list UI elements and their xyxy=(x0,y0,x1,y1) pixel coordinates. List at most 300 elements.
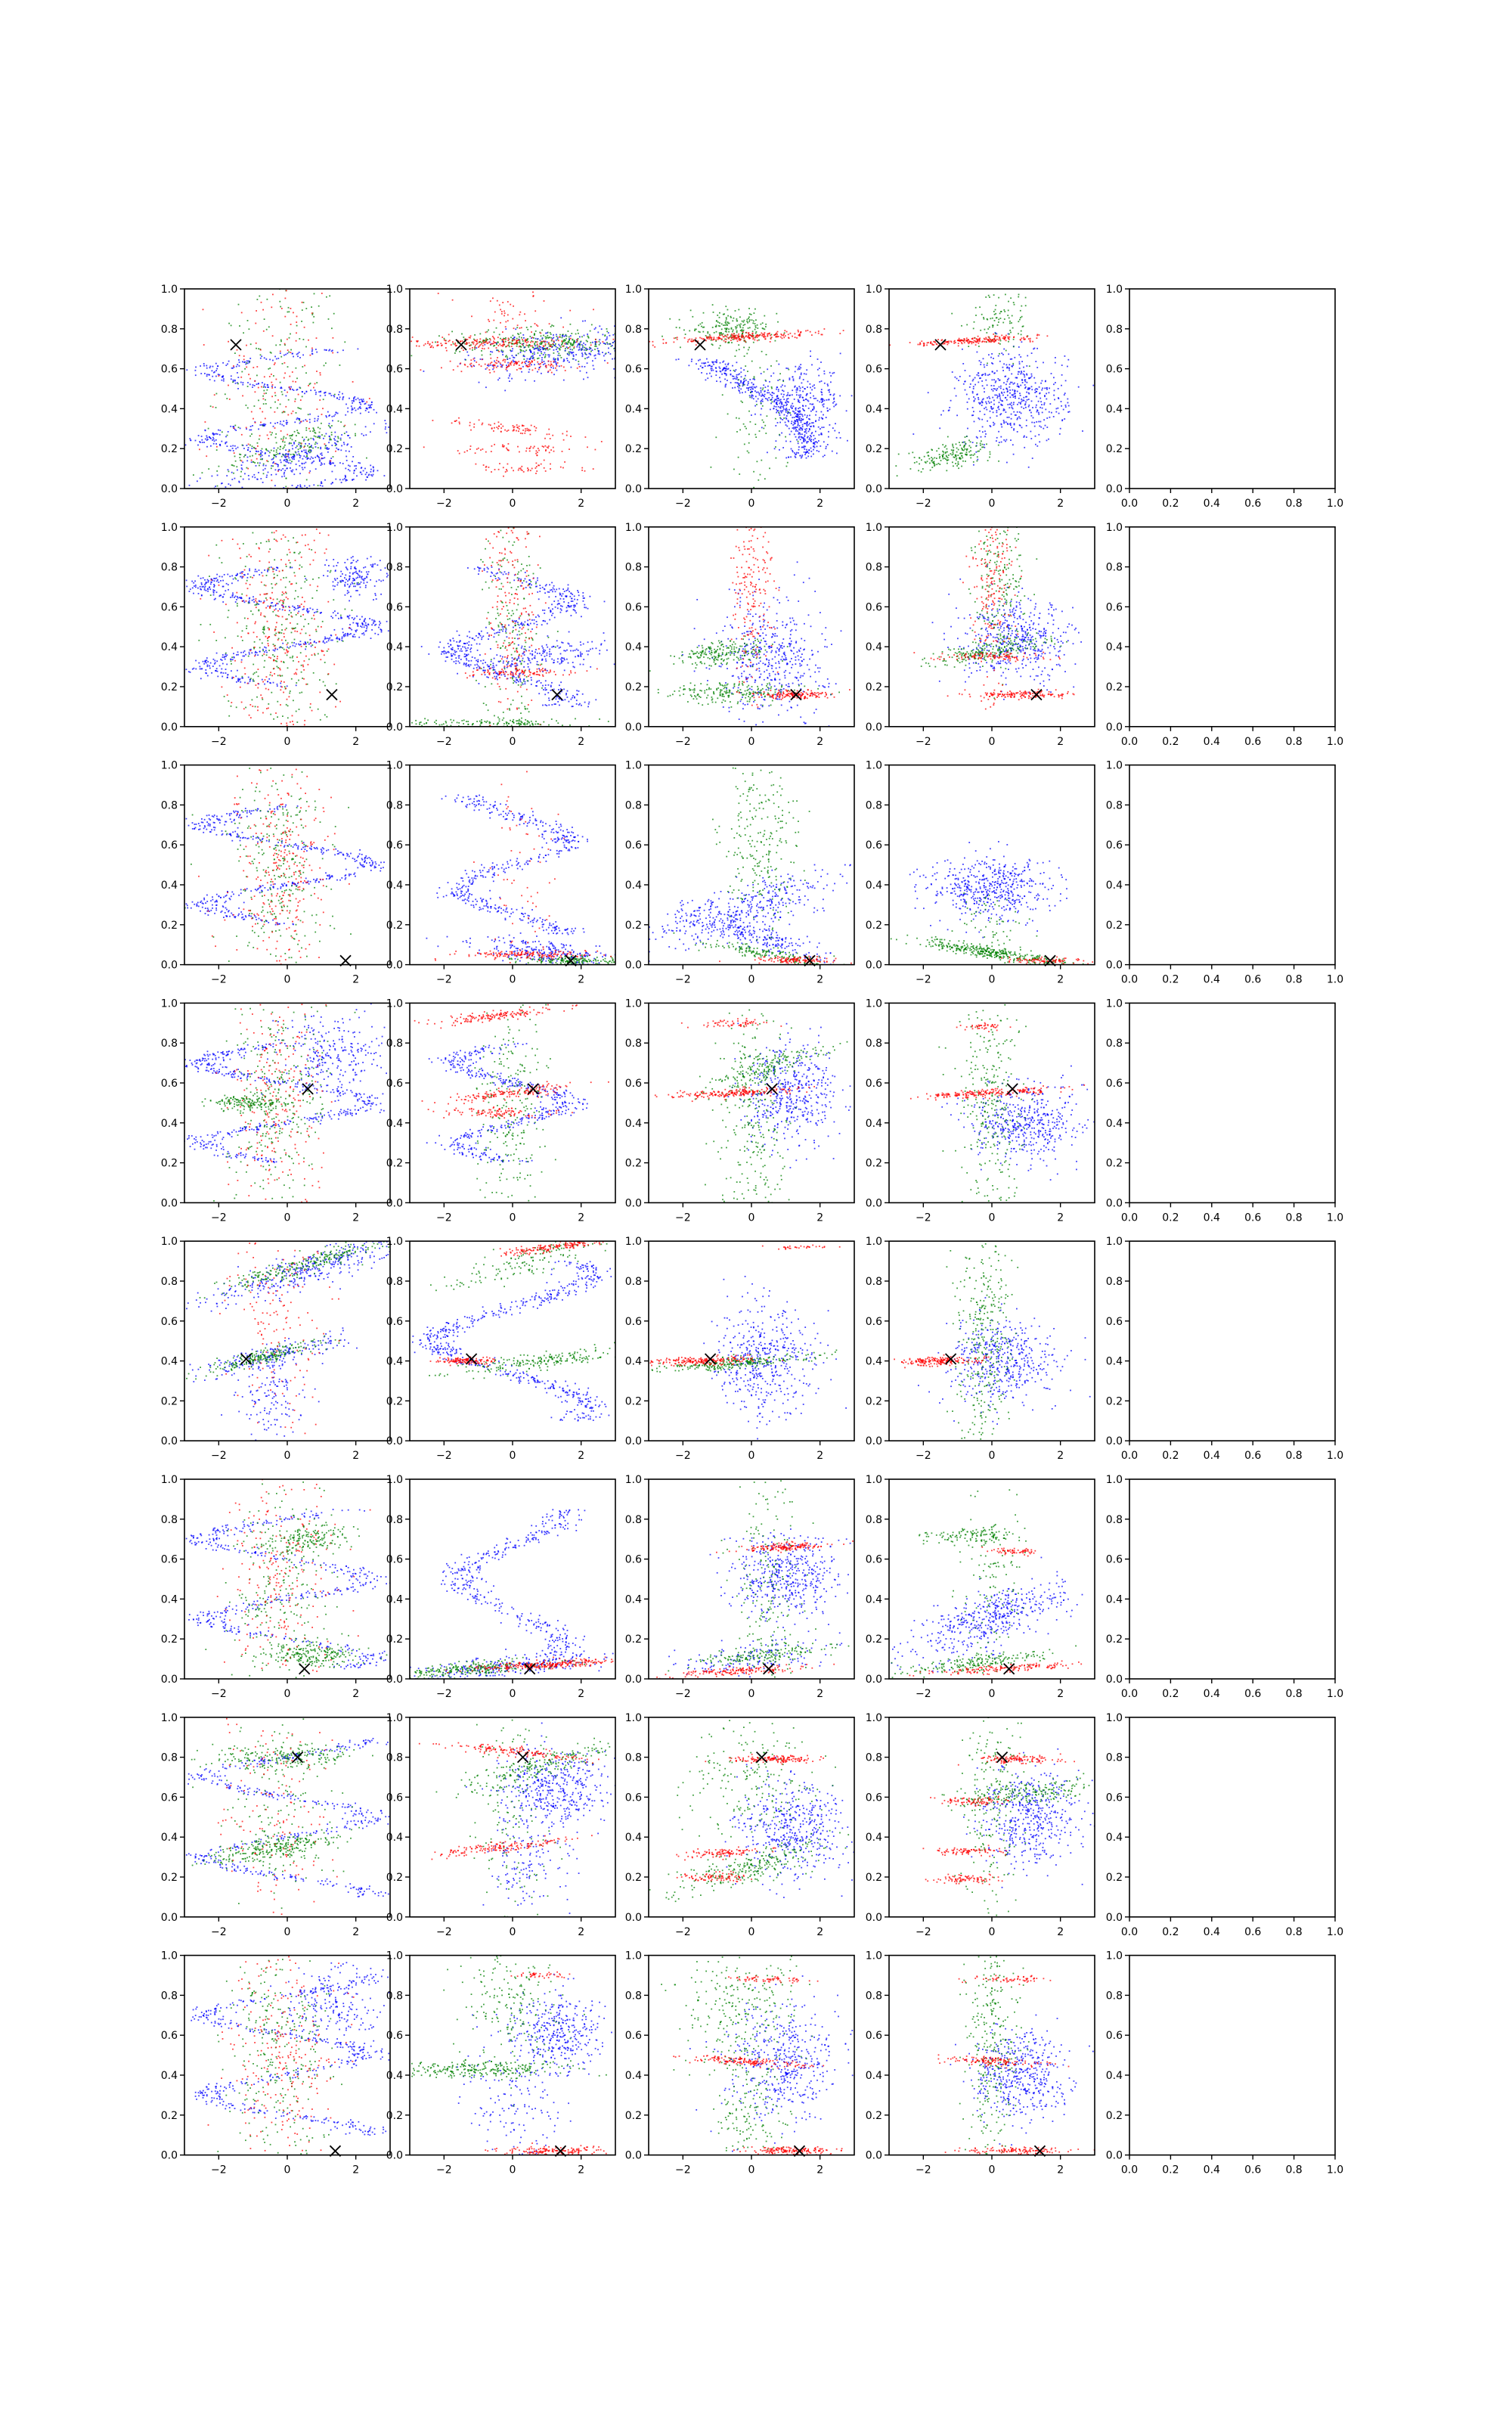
scatter-point xyxy=(233,365,234,367)
scatter-point xyxy=(217,475,218,476)
scatter-point xyxy=(314,293,315,295)
scatter-point xyxy=(228,323,230,324)
scatter-point xyxy=(690,310,692,312)
scatter-point xyxy=(805,405,807,407)
scatter-point xyxy=(986,443,987,445)
scatter-point xyxy=(756,401,758,402)
scatter-point xyxy=(738,374,739,375)
scatter-point xyxy=(823,406,825,408)
scatter-point xyxy=(1020,310,1021,312)
scatter-point xyxy=(538,448,539,449)
scatter-point xyxy=(531,340,532,342)
scatter-point xyxy=(821,389,823,390)
scatter-point xyxy=(248,447,249,448)
scatter-point xyxy=(562,342,563,343)
scatter-point xyxy=(309,414,311,415)
scatter-point xyxy=(286,424,287,425)
scatter-point xyxy=(344,478,345,479)
scatter-point xyxy=(803,439,804,441)
scatter-point xyxy=(703,362,705,364)
scatter-point xyxy=(779,411,781,412)
scatter-point xyxy=(574,340,575,342)
scatter-point xyxy=(265,468,266,470)
scatter-point xyxy=(578,364,580,365)
scatter-point xyxy=(984,408,985,409)
scatter-point xyxy=(979,306,981,308)
scatter-point xyxy=(198,593,200,594)
scatter-point xyxy=(1040,398,1041,399)
scatter-point xyxy=(566,431,568,433)
scatter-point xyxy=(751,333,753,334)
scatter-point xyxy=(253,418,254,420)
scatter-point xyxy=(284,411,286,413)
scatter-point xyxy=(534,446,535,448)
scatter-point xyxy=(995,380,996,382)
scatter-point xyxy=(1033,377,1035,379)
scatter-point xyxy=(584,335,585,337)
scatter-point xyxy=(703,338,705,340)
scatter-point xyxy=(299,408,300,409)
scatter-point xyxy=(1021,399,1022,400)
scatter-point xyxy=(957,464,959,465)
scatter-point xyxy=(1024,339,1026,340)
scatter-point xyxy=(806,433,807,434)
x-tick-label: 0.2 xyxy=(1162,498,1179,510)
scatter-point xyxy=(342,479,344,480)
scatter-point xyxy=(824,383,826,384)
scatter-point xyxy=(241,312,243,314)
scatter-point xyxy=(1002,322,1004,324)
scatter-point xyxy=(228,361,230,362)
scatter-point xyxy=(1020,385,1021,386)
scatter-point xyxy=(479,346,480,347)
scatter-point xyxy=(1022,382,1024,383)
scatter-point xyxy=(553,374,555,375)
scatter-point xyxy=(946,455,947,457)
scatter-point xyxy=(251,461,253,463)
scatter-point xyxy=(1055,362,1056,364)
scatter-point xyxy=(722,361,723,363)
scatter-point xyxy=(982,444,984,445)
scatter-point xyxy=(756,392,758,393)
scatter-point xyxy=(1067,366,1068,368)
scatter-point xyxy=(544,300,545,302)
plot-area xyxy=(184,527,390,727)
scatter-point xyxy=(953,465,954,467)
scatter-point xyxy=(1064,418,1065,420)
scatter-point xyxy=(773,408,774,410)
scatter-point xyxy=(364,403,366,405)
scatter-point xyxy=(754,414,756,415)
scatter-point xyxy=(594,349,596,350)
scatter-point xyxy=(358,637,360,638)
scatter-point xyxy=(284,362,286,364)
scatter-point xyxy=(550,365,551,367)
scatter-point xyxy=(799,430,801,431)
scatter-point xyxy=(249,451,251,452)
scatter-point xyxy=(510,358,511,359)
scatter-point xyxy=(289,451,290,452)
scatter-point xyxy=(733,339,734,340)
scatter-point xyxy=(976,436,978,438)
scatter-point xyxy=(699,337,701,339)
y-tick-label: 0.6 xyxy=(625,364,642,376)
scatter-point xyxy=(557,339,559,340)
scatter-point xyxy=(1002,395,1004,396)
scatter-point xyxy=(494,338,495,340)
scatter-point xyxy=(318,485,319,486)
scatter-point xyxy=(804,423,806,424)
scatter-point xyxy=(603,341,604,343)
scatter-point xyxy=(356,616,358,617)
scatter-point xyxy=(493,337,494,339)
scatter-point xyxy=(821,392,823,393)
scatter-point xyxy=(464,451,466,453)
scatter-point xyxy=(987,363,988,365)
scatter-point xyxy=(1024,384,1026,386)
scatter-point xyxy=(555,343,556,345)
scatter-point xyxy=(214,580,215,582)
scatter-point xyxy=(243,456,245,458)
scatter-point xyxy=(1028,467,1030,468)
scatter-point xyxy=(740,380,742,382)
scatter-point xyxy=(1004,311,1005,312)
scatter-point xyxy=(1030,341,1031,343)
scatter-point xyxy=(968,439,970,441)
scatter-panel xyxy=(161,522,390,748)
scatter-point xyxy=(799,407,801,408)
scatter-point xyxy=(240,454,241,455)
scatter-point xyxy=(248,479,249,480)
scatter-point xyxy=(225,669,227,670)
scatter-point xyxy=(289,435,290,436)
scatter-point xyxy=(296,486,298,488)
scatter-point xyxy=(968,445,970,447)
scatter-point xyxy=(287,434,288,436)
scatter-point xyxy=(505,339,507,340)
scatter-point xyxy=(302,355,304,356)
scatter-point xyxy=(792,427,794,429)
scatter-point xyxy=(234,478,236,479)
scatter-point xyxy=(320,374,321,376)
scatter-point xyxy=(793,422,795,424)
scatter-point xyxy=(488,467,490,468)
scatter-point xyxy=(243,359,245,361)
scatter-point xyxy=(469,345,471,346)
scatter-point xyxy=(730,340,732,341)
scatter-point xyxy=(309,449,311,451)
scatter-point xyxy=(284,465,285,467)
scatter-point xyxy=(477,343,479,344)
scatter-point xyxy=(296,419,298,420)
scatter-point xyxy=(283,448,284,449)
scatter-point xyxy=(813,422,814,424)
scatter-point xyxy=(592,360,593,361)
scatter-point xyxy=(509,380,510,382)
scatter-point xyxy=(839,396,841,397)
scatter-point xyxy=(952,455,953,456)
scatter-point xyxy=(828,431,829,433)
scatter-point xyxy=(519,426,520,427)
scatter-point xyxy=(579,366,581,368)
scatter-point xyxy=(955,342,956,343)
scatter-point xyxy=(252,476,253,478)
scatter-point xyxy=(956,448,958,449)
scatter-point xyxy=(736,330,738,332)
scatter-point xyxy=(767,415,768,417)
scatter-point xyxy=(471,366,472,368)
scatter-point xyxy=(755,319,757,321)
scatter-point xyxy=(261,386,262,388)
scatter-point xyxy=(300,641,302,642)
scatter-point xyxy=(597,332,599,334)
scatter-point xyxy=(568,330,569,332)
scatter-point xyxy=(537,348,538,349)
scatter-point xyxy=(200,373,202,374)
scatter-point xyxy=(311,314,313,315)
scatter-point xyxy=(947,448,948,450)
scatter-point xyxy=(456,420,457,421)
scatter-point xyxy=(499,463,500,464)
scatter-point xyxy=(967,340,968,341)
scatter-point xyxy=(710,337,711,338)
scatter-point xyxy=(518,353,519,355)
scatter-point xyxy=(997,324,999,326)
scatter-point xyxy=(260,455,262,456)
scatter-point xyxy=(293,356,294,358)
scatter-point xyxy=(986,339,987,340)
scatter-point xyxy=(808,452,810,454)
scatter-point xyxy=(984,436,986,437)
scatter-point xyxy=(299,442,300,443)
scatter-point xyxy=(738,457,739,458)
scatter-point xyxy=(812,409,813,411)
scatter-point xyxy=(921,340,922,342)
scatter-point xyxy=(829,424,831,426)
scatter-point xyxy=(810,426,812,427)
scatter-point xyxy=(813,442,814,444)
scatter-point xyxy=(958,467,959,469)
scatter-point xyxy=(277,399,279,401)
scatter-point xyxy=(575,334,577,335)
scatter-point xyxy=(956,451,958,453)
scatter-point xyxy=(249,569,250,570)
scatter-point xyxy=(712,362,714,364)
scatter-point xyxy=(990,318,991,319)
scatter-point xyxy=(516,340,517,342)
scatter-point xyxy=(654,346,655,348)
scatter-point xyxy=(436,345,438,346)
scatter-point xyxy=(550,334,552,335)
scatter-point xyxy=(936,464,937,465)
scatter-point xyxy=(488,321,490,322)
scatter-point xyxy=(523,425,525,427)
scatter-point xyxy=(827,444,829,445)
scatter-point xyxy=(575,354,577,355)
scatter-point xyxy=(282,394,284,396)
scatter-point xyxy=(754,424,756,425)
scatter-point xyxy=(271,479,273,481)
scatter-point xyxy=(802,397,804,399)
scatter-point xyxy=(284,373,286,374)
scatter-point xyxy=(955,377,956,378)
scatter-point xyxy=(785,402,787,404)
scatter-point xyxy=(495,342,497,343)
scatter-point xyxy=(430,346,432,348)
y-tick-label: 1.0 xyxy=(1106,284,1123,296)
scatter-point xyxy=(291,461,293,462)
scatter-point xyxy=(355,424,356,426)
scatter-point xyxy=(572,353,573,355)
scatter-point xyxy=(723,313,725,315)
scatter-point xyxy=(950,453,952,455)
scatter-point xyxy=(485,338,487,340)
scatter-point xyxy=(526,448,528,449)
scatter-point xyxy=(577,330,578,331)
scatter-point xyxy=(1026,392,1027,393)
scatter-point xyxy=(541,343,543,345)
scatter-point xyxy=(652,345,654,346)
scatter-point xyxy=(798,386,800,387)
scatter-point xyxy=(288,352,290,353)
scatter-point xyxy=(245,364,246,365)
scatter-point xyxy=(222,380,223,381)
scatter-point xyxy=(265,399,266,401)
scatter-point xyxy=(742,327,744,329)
scatter-point xyxy=(934,458,935,459)
scatter-point xyxy=(729,323,730,324)
scatter-point xyxy=(1042,412,1043,414)
scatter-point xyxy=(603,343,605,344)
scatter-point xyxy=(548,343,550,345)
scatter-point xyxy=(599,354,600,355)
scatter-point xyxy=(724,373,726,374)
scatter-point xyxy=(307,445,308,447)
scatter-point xyxy=(1013,396,1015,398)
scatter-point xyxy=(795,366,796,368)
scatter-point xyxy=(296,340,297,342)
scatter-point xyxy=(246,361,248,362)
scatter-point xyxy=(713,370,714,371)
scatter-point xyxy=(590,348,592,349)
scatter-point xyxy=(783,417,785,419)
scatter-point xyxy=(529,448,531,449)
scatter-point xyxy=(752,330,754,332)
scatter-point xyxy=(343,426,345,427)
scatter-point xyxy=(580,371,581,372)
scatter-point xyxy=(742,382,744,383)
scatter-point xyxy=(1026,425,1027,427)
scatter-point xyxy=(502,354,503,355)
scatter-point xyxy=(946,470,947,471)
scatter-point xyxy=(835,405,836,406)
scatter-point xyxy=(978,375,980,377)
scatter-point xyxy=(776,386,778,388)
scatter-point xyxy=(288,307,290,309)
scatter-point xyxy=(345,476,346,477)
scatter-point xyxy=(1042,380,1043,382)
scatter-point xyxy=(1000,436,1002,438)
scatter-point xyxy=(738,334,739,335)
scatter-point xyxy=(782,406,784,408)
scatter-point xyxy=(1015,397,1016,399)
scatter-point xyxy=(804,431,806,433)
scatter-point xyxy=(553,325,554,327)
scatter-point xyxy=(310,451,311,453)
scatter-point xyxy=(1060,428,1061,430)
scatter-point xyxy=(598,352,600,353)
scatter-point xyxy=(562,346,564,347)
scatter-point xyxy=(200,478,201,479)
scatter-point xyxy=(507,356,508,358)
scatter-point xyxy=(760,474,761,476)
scatter-point xyxy=(455,350,457,352)
scatter-point xyxy=(289,311,290,312)
scatter-point xyxy=(1025,386,1027,388)
scatter-point xyxy=(962,343,963,344)
scatter-point xyxy=(763,384,764,386)
scatter-point xyxy=(727,315,729,317)
scatter-point xyxy=(765,324,767,325)
scatter-point xyxy=(464,359,466,361)
scatter-point xyxy=(595,343,596,345)
scatter-point xyxy=(344,433,345,434)
scatter-point xyxy=(727,337,728,338)
scatter-point xyxy=(743,324,745,326)
scatter-point xyxy=(1043,362,1044,364)
scatter-point xyxy=(757,461,758,462)
scatter-point xyxy=(344,341,345,343)
scatter-point xyxy=(542,337,544,339)
scatter-point xyxy=(726,374,727,376)
scatter-point xyxy=(540,349,541,350)
scatter-point xyxy=(981,374,983,376)
scatter-point xyxy=(320,447,321,448)
scatter-point xyxy=(736,378,737,380)
scatter-point xyxy=(820,433,822,435)
scatter-point xyxy=(557,337,559,339)
scatter-point xyxy=(754,309,756,310)
scatter-point xyxy=(521,466,522,467)
scatter-point xyxy=(507,358,509,360)
scatter-point xyxy=(562,335,563,337)
scatter-point xyxy=(273,457,274,458)
scatter-point xyxy=(559,355,561,356)
scatter-point xyxy=(773,405,775,407)
scatter-point xyxy=(337,441,339,442)
scatter-point xyxy=(832,451,833,452)
scatter-point xyxy=(525,320,526,321)
scatter-point xyxy=(715,326,717,327)
scatter-point xyxy=(816,446,818,448)
scatter-point xyxy=(288,462,290,464)
scatter-point xyxy=(209,374,210,376)
scatter-point xyxy=(525,349,527,351)
scatter-point xyxy=(593,309,594,310)
scatter-point xyxy=(829,372,831,374)
scatter-point xyxy=(713,312,714,313)
scatter-point xyxy=(719,367,720,368)
scatter-point xyxy=(343,442,345,443)
scatter-point xyxy=(764,394,766,396)
scatter-point xyxy=(777,321,779,323)
scatter-point xyxy=(260,458,262,460)
subplot-grid xyxy=(161,284,1343,2176)
scatter-point xyxy=(721,334,723,336)
scatter-point xyxy=(767,389,769,391)
scatter-point xyxy=(961,455,962,457)
scatter-point xyxy=(934,465,935,467)
